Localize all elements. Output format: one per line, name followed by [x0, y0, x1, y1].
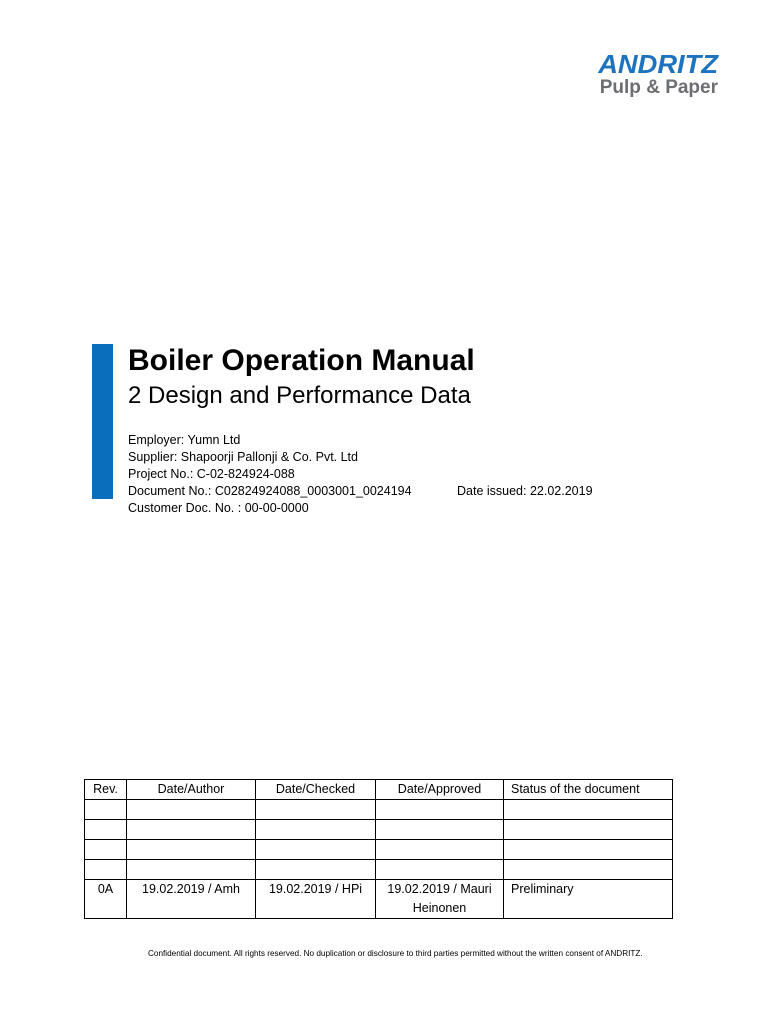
confidential-footer: Confidential document. All rights reserved. No duplication or disclosure to third parties permitted without the written consent of ANDRITZ. [148, 949, 643, 958]
document-info [128, 432, 593, 517]
table-cell [504, 800, 673, 820]
table-cell [256, 820, 376, 840]
table-cell [504, 840, 673, 860]
revision-table [84, 779, 673, 919]
table-cell [376, 800, 504, 820]
table-cell [85, 800, 127, 820]
revision-header-row [85, 780, 673, 800]
table-cell [127, 800, 256, 820]
document-title: Boiler Operation Manual [128, 344, 475, 377]
table-cell [256, 840, 376, 860]
table-cell [376, 840, 504, 860]
revision-number: 0A [85, 880, 127, 919]
andritz-logo [552, 50, 718, 99]
table-cell [256, 860, 376, 880]
date-issued-line: Date issued: 22.02.2019 [457, 484, 593, 498]
header-status: Status of the document [504, 780, 673, 800]
header-rev: Rev. [85, 780, 127, 800]
table-cell [85, 840, 127, 860]
logo-subtitle: Pulp & Paper [599, 77, 718, 98]
table-cell [85, 860, 127, 880]
table-row [85, 800, 673, 820]
table-cell [256, 800, 376, 820]
table-cell [376, 860, 504, 880]
table-cell [127, 840, 256, 860]
employer-line: Employer: Yumn Ltd [128, 433, 241, 447]
revision-date-approved: 19.02.2019 / Mauri Heinonen [376, 880, 504, 919]
revision-date-author: 19.02.2019 / Amh [127, 880, 256, 919]
title-accent-bar [92, 344, 113, 499]
table-row [85, 820, 673, 840]
logo-brand: ANDRITZ [598, 49, 718, 79]
revision-status: Preliminary [504, 880, 673, 919]
table-row [85, 860, 673, 880]
table-row [85, 840, 673, 860]
revision-date-checked: 19.02.2019 / HPi [256, 880, 376, 919]
table-cell [504, 820, 673, 840]
customer-doc-line: Customer Doc. No. : 00-00-0000 [128, 501, 309, 515]
document-subtitle: 2 Design and Performance Data [128, 382, 471, 409]
table-cell [127, 860, 256, 880]
table-cell [85, 820, 127, 840]
document-number-line: Document No.: C02824924088_0003001_0024194 [128, 484, 412, 498]
header-date-approved: Date/Approved [376, 780, 504, 800]
table-cell [504, 860, 673, 880]
header-date-author: Date/Author [127, 780, 256, 800]
table-cell [127, 820, 256, 840]
project-line: Project No.: C-02-824924-088 [128, 467, 295, 481]
document-number-row [128, 483, 593, 500]
table-row [85, 880, 673, 919]
table-cell [376, 820, 504, 840]
header-date-checked: Date/Checked [256, 780, 376, 800]
supplier-line: Supplier: Shapoorji Pallonji & Co. Pvt. Ltd [128, 450, 358, 464]
